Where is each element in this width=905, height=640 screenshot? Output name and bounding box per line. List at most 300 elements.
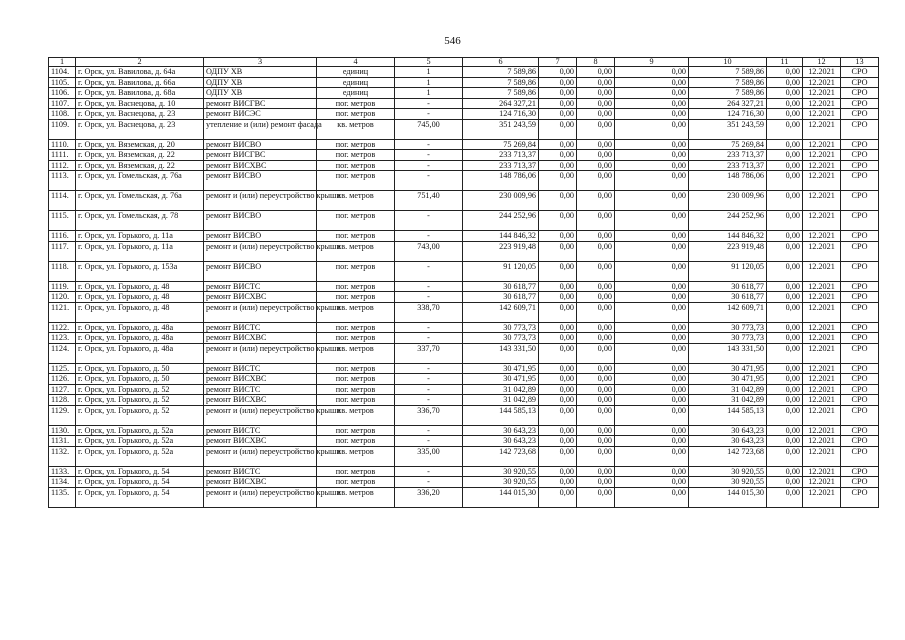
amount-cell: 351 243,59 xyxy=(689,119,767,139)
amount-cell: 0,00 xyxy=(767,436,803,447)
amount-cell: 30 773,73 xyxy=(689,322,767,333)
amount-cell: 0,00 xyxy=(577,395,615,406)
row-number-cell: 1135. xyxy=(49,487,76,507)
amount-cell: 0,00 xyxy=(767,191,803,211)
total-cost-cell: 30 643,23 xyxy=(463,436,539,447)
amount-cell: 0,00 xyxy=(615,374,689,385)
unit-cell: пог. метров xyxy=(317,98,395,109)
address-cell: г. Орск, ул. Горького, д. 54 xyxy=(76,466,204,477)
unit-cell: кв. метров xyxy=(317,487,395,507)
table-row xyxy=(49,487,879,507)
date-cell: 12.2021 xyxy=(803,363,841,374)
address-cell: г. Орск, ул. Горького, д. 11а xyxy=(76,231,204,242)
quantity-cell: - xyxy=(395,150,463,161)
address-cell: г. Орск, ул. Вавилова, д. 66а xyxy=(76,77,204,88)
work-type-cell: ремонт ВИСХВС xyxy=(204,292,317,303)
amount-cell: 0,00 xyxy=(767,109,803,120)
amount-cell: 0,00 xyxy=(577,261,615,281)
unit-cell: пог. метров xyxy=(317,395,395,406)
row-number-cell: 1125. xyxy=(49,363,76,374)
amount-cell: 0,00 xyxy=(767,302,803,322)
quantity-cell: 336,70 xyxy=(395,405,463,425)
row-number-cell: 1126. xyxy=(49,374,76,385)
row-number-cell: 1131. xyxy=(49,436,76,447)
unit-cell: кв. метров xyxy=(317,405,395,425)
amount-cell: 0,00 xyxy=(615,211,689,231)
amount-cell: 0,00 xyxy=(767,171,803,191)
amount-cell: 0,00 xyxy=(767,466,803,477)
quantity-cell: - xyxy=(395,211,463,231)
amount-cell: 7 589,86 xyxy=(689,67,767,78)
row-number-cell: 1111. xyxy=(49,150,76,161)
amount-cell: 0,00 xyxy=(767,88,803,99)
amount-cell: 0,00 xyxy=(767,477,803,488)
quantity-cell: 1 xyxy=(395,77,463,88)
quantity-cell: - xyxy=(395,395,463,406)
date-cell: 12.2021 xyxy=(803,292,841,303)
work-type-cell: ремонт ВИСВО xyxy=(204,139,317,150)
unit-cell: пог. метров xyxy=(317,384,395,395)
row-number-cell: 1123. xyxy=(49,333,76,344)
amount-cell: 0,00 xyxy=(577,241,615,261)
date-cell: 12.2021 xyxy=(803,261,841,281)
amount-cell: 0,00 xyxy=(539,302,577,322)
source-cell: СРО xyxy=(841,322,879,333)
address-cell: г. Орск, ул. Горького, д. 54 xyxy=(76,477,204,488)
amount-cell: 144 585,13 xyxy=(689,405,767,425)
unit-cell: пог. метров xyxy=(317,139,395,150)
total-cost-cell: 30 920,55 xyxy=(463,466,539,477)
row-number-cell: 1104. xyxy=(49,67,76,78)
address-cell: г. Орск, ул. Горького, д. 52 xyxy=(76,405,204,425)
table-row xyxy=(49,436,879,447)
amount-cell: 223 919,48 xyxy=(689,241,767,261)
quantity-cell: - xyxy=(395,384,463,395)
unit-cell: пог. метров xyxy=(317,374,395,385)
unit-cell: пог. метров xyxy=(317,261,395,281)
amount-cell: 0,00 xyxy=(539,231,577,242)
date-cell: 12.2021 xyxy=(803,487,841,507)
row-number-cell: 1132. xyxy=(49,446,76,466)
date-cell: 12.2021 xyxy=(803,160,841,171)
source-cell: СРО xyxy=(841,477,879,488)
amount-cell: 0,00 xyxy=(767,211,803,231)
table-row xyxy=(49,322,879,333)
amount-cell: 0,00 xyxy=(577,302,615,322)
amount-cell: 0,00 xyxy=(539,98,577,109)
work-type-cell: ремонт ВИСТС xyxy=(204,363,317,374)
table-row xyxy=(49,466,879,477)
amount-cell: 7 589,86 xyxy=(689,77,767,88)
amount-cell: 0,00 xyxy=(577,487,615,507)
address-cell: г. Орск, ул. Горького, д. 52 xyxy=(76,395,204,406)
amount-cell: 0,00 xyxy=(615,292,689,303)
table-row xyxy=(49,363,879,374)
table-body xyxy=(49,67,879,508)
total-cost-cell: 31 042,89 xyxy=(463,384,539,395)
amount-cell: 0,00 xyxy=(539,119,577,139)
amount-cell: 0,00 xyxy=(615,343,689,363)
row-number-cell: 1117. xyxy=(49,241,76,261)
unit-cell: кв. метров xyxy=(317,446,395,466)
amount-cell: 0,00 xyxy=(539,88,577,99)
date-cell: 12.2021 xyxy=(803,119,841,139)
work-type-cell: ремонт ВИСХВС xyxy=(204,477,317,488)
total-cost-cell: 244 252,96 xyxy=(463,211,539,231)
work-type-cell: ремонт ВИСТС xyxy=(204,466,317,477)
row-number-cell: 1129. xyxy=(49,405,76,425)
date-cell: 12.2021 xyxy=(803,281,841,292)
unit-cell: пог. метров xyxy=(317,292,395,303)
amount-cell: 0,00 xyxy=(615,446,689,466)
amount-cell: 0,00 xyxy=(539,261,577,281)
quantity-cell: - xyxy=(395,466,463,477)
row-number-cell: 1134. xyxy=(49,477,76,488)
table-row xyxy=(49,384,879,395)
amount-cell: 0,00 xyxy=(577,191,615,211)
amount-cell: 0,00 xyxy=(615,191,689,211)
amount-cell: 0,00 xyxy=(767,384,803,395)
row-number-cell: 1108. xyxy=(49,109,76,120)
amount-cell: 0,00 xyxy=(615,171,689,191)
address-cell: г. Орск, ул. Васнецова, д. 23 xyxy=(76,109,204,120)
address-cell: г. Орск, ул. Гомельская, д. 78 xyxy=(76,211,204,231)
row-number-cell: 1105. xyxy=(49,77,76,88)
quantity-cell: 1 xyxy=(395,67,463,78)
amount-cell: 244 252,96 xyxy=(689,211,767,231)
work-type-cell: ремонт ВИСТС xyxy=(204,281,317,292)
total-cost-cell: 30 773,73 xyxy=(463,322,539,333)
amount-cell: 0,00 xyxy=(539,384,577,395)
table-row xyxy=(49,405,879,425)
row-number-cell: 1113. xyxy=(49,171,76,191)
table-row xyxy=(49,67,879,78)
address-cell: г. Орск, ул. Гомельская, д. 76а xyxy=(76,171,204,191)
date-cell: 12.2021 xyxy=(803,405,841,425)
total-cost-cell: 144 846,32 xyxy=(463,231,539,242)
quantity-cell: - xyxy=(395,98,463,109)
amount-cell: 233 713,37 xyxy=(689,150,767,161)
amount-cell: 0,00 xyxy=(767,395,803,406)
table-row xyxy=(49,302,879,322)
row-number-cell: 1130. xyxy=(49,425,76,436)
unit-cell: пог. метров xyxy=(317,477,395,488)
amount-cell: 75 269,84 xyxy=(689,139,767,150)
total-cost-cell: 30 618,77 xyxy=(463,281,539,292)
amount-cell: 0,00 xyxy=(577,477,615,488)
source-cell: СРО xyxy=(841,405,879,425)
amount-cell: 30 773,73 xyxy=(689,333,767,344)
total-cost-cell: 30 773,73 xyxy=(463,333,539,344)
work-type-cell: ремонт ВИСГВС xyxy=(204,98,317,109)
amount-cell: 0,00 xyxy=(539,374,577,385)
address-cell: г. Орск, ул. Горького, д. 50 xyxy=(76,374,204,385)
column-header: 10 xyxy=(689,58,767,67)
source-cell: СРО xyxy=(841,77,879,88)
amount-cell: 30 643,23 xyxy=(689,436,767,447)
address-cell: г. Орск, ул. Горького, д. 52 xyxy=(76,384,204,395)
row-number-cell: 1107. xyxy=(49,98,76,109)
row-number-cell: 1106. xyxy=(49,88,76,99)
address-cell: г. Орск, ул. Горького, д. 48 xyxy=(76,292,204,303)
amount-cell: 0,00 xyxy=(539,67,577,78)
source-cell: СРО xyxy=(841,436,879,447)
amount-cell: 0,00 xyxy=(539,477,577,488)
table-row xyxy=(49,477,879,488)
amount-cell: 0,00 xyxy=(615,487,689,507)
amount-cell: 0,00 xyxy=(767,281,803,292)
amount-cell: 0,00 xyxy=(615,160,689,171)
table-row xyxy=(49,109,879,120)
table-row xyxy=(49,231,879,242)
address-cell: г. Орск, ул. Горького, д. 52а xyxy=(76,446,204,466)
quantity-cell: 743,00 xyxy=(395,241,463,261)
unit-cell: кв. метров xyxy=(317,343,395,363)
work-type-cell: ремонт и (или) переустройство крыши xyxy=(204,487,317,507)
total-cost-cell: 30 920,55 xyxy=(463,477,539,488)
work-type-cell: ремонт ВИСТС xyxy=(204,322,317,333)
address-cell: г. Орск, ул. Васнецова, д. 10 xyxy=(76,98,204,109)
address-cell: г. Орск, ул. Горького, д. 52а xyxy=(76,425,204,436)
total-cost-cell: 30 471,95 xyxy=(463,363,539,374)
source-cell: СРО xyxy=(841,171,879,191)
date-cell: 12.2021 xyxy=(803,466,841,477)
date-cell: 12.2021 xyxy=(803,446,841,466)
source-cell: СРО xyxy=(841,384,879,395)
header-row xyxy=(49,58,879,67)
date-cell: 12.2021 xyxy=(803,98,841,109)
source-cell: СРО xyxy=(841,160,879,171)
address-cell: г. Орск, ул. Горького, д. 48а xyxy=(76,333,204,344)
amount-cell: 0,00 xyxy=(767,425,803,436)
amount-cell: 0,00 xyxy=(539,150,577,161)
table-row xyxy=(49,171,879,191)
amount-cell: 0,00 xyxy=(577,150,615,161)
quantity-cell: - xyxy=(395,281,463,292)
table-row xyxy=(49,292,879,303)
work-type-cell: ОДПУ ХВ xyxy=(204,88,317,99)
amount-cell: 0,00 xyxy=(767,374,803,385)
unit-cell: пог. метров xyxy=(317,211,395,231)
date-cell: 12.2021 xyxy=(803,211,841,231)
amount-cell: 0,00 xyxy=(767,160,803,171)
address-cell: г. Орск, ул. Вавилова, д. 68а xyxy=(76,88,204,99)
date-cell: 12.2021 xyxy=(803,425,841,436)
quantity-cell: 336,20 xyxy=(395,487,463,507)
amount-cell: 0,00 xyxy=(767,77,803,88)
unit-cell: пог. метров xyxy=(317,171,395,191)
total-cost-cell: 351 243,59 xyxy=(463,119,539,139)
amount-cell: 0,00 xyxy=(577,98,615,109)
amount-cell: 0,00 xyxy=(767,150,803,161)
address-cell: г. Орск, ул. Горького, д. 48а xyxy=(76,322,204,333)
quantity-cell: - xyxy=(395,160,463,171)
column-header: 12 xyxy=(803,58,841,67)
quantity-cell: - xyxy=(395,139,463,150)
unit-cell: пог. метров xyxy=(317,281,395,292)
amount-cell: 0,00 xyxy=(577,343,615,363)
amount-cell: 0,00 xyxy=(539,343,577,363)
amount-cell: 0,00 xyxy=(539,436,577,447)
quantity-cell: 338,70 xyxy=(395,302,463,322)
quantity-cell: - xyxy=(395,363,463,374)
source-cell: СРО xyxy=(841,67,879,78)
amount-cell: 0,00 xyxy=(615,139,689,150)
work-type-cell: ремонт ВИСХВС xyxy=(204,160,317,171)
address-cell: г. Орск, ул. Горького, д. 48 xyxy=(76,302,204,322)
row-number-cell: 1120. xyxy=(49,292,76,303)
work-type-cell: ОДПУ ХВ xyxy=(204,67,317,78)
amount-cell: 0,00 xyxy=(577,446,615,466)
amount-cell: 0,00 xyxy=(577,281,615,292)
work-type-cell: ремонт ВИСВО xyxy=(204,231,317,242)
date-cell: 12.2021 xyxy=(803,109,841,120)
source-cell: СРО xyxy=(841,119,879,139)
table-row xyxy=(49,395,879,406)
address-cell: г. Орск, ул. Вяземская, д. 22 xyxy=(76,160,204,171)
work-type-cell: ремонт ВИСВО xyxy=(204,211,317,231)
amount-cell: 144 846,32 xyxy=(689,231,767,242)
amount-cell: 0,00 xyxy=(615,405,689,425)
amount-cell: 0,00 xyxy=(767,139,803,150)
address-cell: г. Орск, ул. Вавилова, д. 64а xyxy=(76,67,204,78)
source-cell: СРО xyxy=(841,446,879,466)
amount-cell: 0,00 xyxy=(615,261,689,281)
source-cell: СРО xyxy=(841,466,879,477)
quantity-cell: 335,00 xyxy=(395,446,463,466)
address-cell: г. Орск, ул. Гомельская, д. 76а xyxy=(76,191,204,211)
amount-cell: 124 716,30 xyxy=(689,109,767,120)
total-cost-cell: 30 618,77 xyxy=(463,292,539,303)
total-cost-cell: 233 713,37 xyxy=(463,160,539,171)
quantity-cell: - xyxy=(395,109,463,120)
work-type-cell: ремонт ВИСЭС xyxy=(204,109,317,120)
total-cost-cell: 75 269,84 xyxy=(463,139,539,150)
amount-cell: 0,00 xyxy=(539,487,577,507)
address-cell: г. Орск, ул. Горького, д. 48а xyxy=(76,343,204,363)
date-cell: 12.2021 xyxy=(803,384,841,395)
unit-cell: пог. метров xyxy=(317,150,395,161)
amount-cell: 30 643,23 xyxy=(689,425,767,436)
row-number-cell: 1118. xyxy=(49,261,76,281)
total-cost-cell: 31 042,89 xyxy=(463,395,539,406)
work-type-cell: ремонт и (или) переустройство крыши xyxy=(204,446,317,466)
total-cost-cell: 142 723,68 xyxy=(463,446,539,466)
amount-cell: 0,00 xyxy=(577,363,615,374)
page-number: 546 xyxy=(444,35,461,47)
address-cell: г. Орск, ул. Горького, д. 54 xyxy=(76,487,204,507)
unit-cell: пог. метров xyxy=(317,160,395,171)
total-cost-cell: 7 589,86 xyxy=(463,67,539,78)
column-header: 9 xyxy=(615,58,689,67)
table-row xyxy=(49,160,879,171)
table-row xyxy=(49,281,879,292)
amount-cell: 148 786,06 xyxy=(689,171,767,191)
total-cost-cell: 124 716,30 xyxy=(463,109,539,120)
date-cell: 12.2021 xyxy=(803,241,841,261)
work-type-cell: ремонт ВИСХВС xyxy=(204,374,317,385)
quantity-cell: - xyxy=(395,374,463,385)
amount-cell: 0,00 xyxy=(577,171,615,191)
amount-cell: 0,00 xyxy=(539,211,577,231)
amount-cell: 0,00 xyxy=(615,98,689,109)
source-cell: СРО xyxy=(841,109,879,120)
work-type-cell: ремонт ВИСТС xyxy=(204,425,317,436)
amount-cell: 0,00 xyxy=(577,119,615,139)
amount-cell: 0,00 xyxy=(577,333,615,344)
source-cell: СРО xyxy=(841,191,879,211)
table-row xyxy=(49,77,879,88)
total-cost-cell: 233 713,37 xyxy=(463,150,539,161)
quantity-cell: - xyxy=(395,477,463,488)
date-cell: 12.2021 xyxy=(803,333,841,344)
amount-cell: 0,00 xyxy=(767,261,803,281)
date-cell: 12.2021 xyxy=(803,191,841,211)
quantity-cell: - xyxy=(395,425,463,436)
amount-cell: 0,00 xyxy=(539,241,577,261)
row-number-cell: 1124. xyxy=(49,343,76,363)
amount-cell: 0,00 xyxy=(767,343,803,363)
table-row xyxy=(49,261,879,281)
amount-cell: 0,00 xyxy=(767,292,803,303)
column-header: 5 xyxy=(395,58,463,67)
unit-cell: пог. метров xyxy=(317,425,395,436)
date-cell: 12.2021 xyxy=(803,231,841,242)
source-cell: СРО xyxy=(841,98,879,109)
column-header: 8 xyxy=(577,58,615,67)
amount-cell: 0,00 xyxy=(539,363,577,374)
row-number-cell: 1119. xyxy=(49,281,76,292)
row-number-cell: 1127. xyxy=(49,384,76,395)
total-cost-cell: 144 585,13 xyxy=(463,405,539,425)
amount-cell: 0,00 xyxy=(577,109,615,120)
unit-cell: кв. метров xyxy=(317,241,395,261)
amount-cell: 30 618,77 xyxy=(689,292,767,303)
source-cell: СРО xyxy=(841,139,879,150)
amount-cell: 0,00 xyxy=(539,405,577,425)
amount-cell: 0,00 xyxy=(615,302,689,322)
amount-cell: 0,00 xyxy=(577,88,615,99)
quantity-cell: - xyxy=(395,322,463,333)
source-cell: СРО xyxy=(841,302,879,322)
quantity-cell: - xyxy=(395,292,463,303)
address-cell: г. Орск, ул. Горького, д. 50 xyxy=(76,363,204,374)
source-cell: СРО xyxy=(841,231,879,242)
amount-cell: 0,00 xyxy=(577,466,615,477)
amount-cell: 0,00 xyxy=(539,322,577,333)
column-header: 1 xyxy=(49,58,76,67)
quantity-cell: 751,40 xyxy=(395,191,463,211)
total-cost-cell: 30 471,95 xyxy=(463,374,539,385)
amount-cell: 0,00 xyxy=(539,77,577,88)
work-type-cell: ремонт ВИСГВС xyxy=(204,150,317,161)
amount-cell: 0,00 xyxy=(767,241,803,261)
total-cost-cell: 144 015,30 xyxy=(463,487,539,507)
date-cell: 12.2021 xyxy=(803,67,841,78)
row-number-cell: 1121. xyxy=(49,302,76,322)
quantity-cell: - xyxy=(395,171,463,191)
amount-cell: 0,00 xyxy=(577,77,615,88)
amount-cell: 0,00 xyxy=(539,446,577,466)
total-cost-cell: 143 331,50 xyxy=(463,343,539,363)
amount-cell: 0,00 xyxy=(577,211,615,231)
date-cell: 12.2021 xyxy=(803,139,841,150)
amount-cell: 0,00 xyxy=(577,436,615,447)
amount-cell: 0,00 xyxy=(615,281,689,292)
total-cost-cell: 91 120,05 xyxy=(463,261,539,281)
row-number-cell: 1133. xyxy=(49,466,76,477)
row-number-cell: 1115. xyxy=(49,211,76,231)
